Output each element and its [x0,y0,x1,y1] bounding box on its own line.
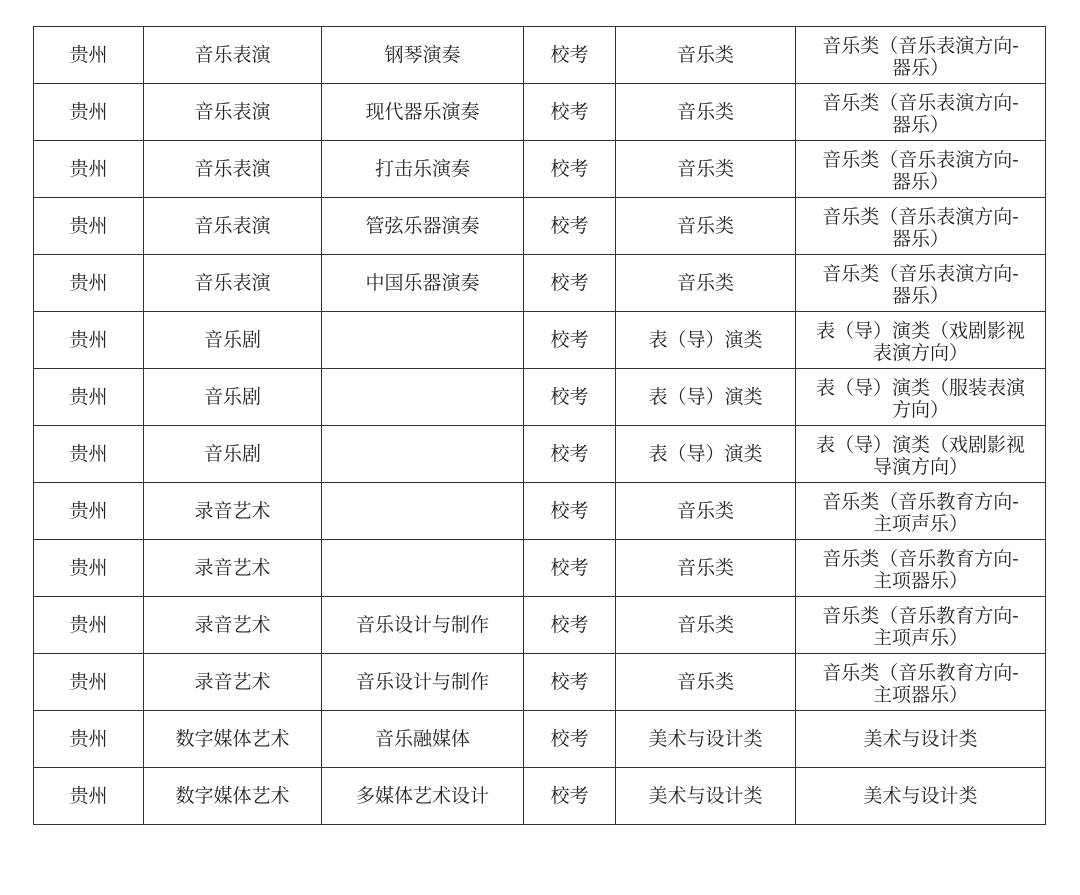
cell-text-line: 音乐类（音乐表演方向- [822,34,1019,57]
cell-text-line: 表（导）演类（服装表演 [815,376,1025,399]
exam-type-cell [524,312,616,369]
cell-text: 校考 [550,329,589,351]
cell-text: 美术与设计类 [648,785,763,807]
cell-text: 贵州 [69,386,108,408]
cell-text: 数字媒体艺术 [175,785,290,807]
province-cell [34,198,144,255]
major-cell [144,654,322,711]
exam-type-cell [524,27,616,84]
exam-type-cell [524,711,616,768]
cell-text-line: 音乐类（音乐教育方向- [822,661,1019,684]
cell-text-line: 器乐） [891,227,949,250]
major-cell [144,597,322,654]
cell-text: 贵州 [69,443,108,465]
unified-exam-category-cell [796,312,1046,369]
major-cell [144,198,322,255]
direction-cell [322,483,524,540]
cell-text-line: 器乐） [891,113,949,136]
unified-exam-category-cell [796,141,1046,198]
major-cell [144,312,322,369]
table-row [34,255,1046,312]
unified-exam-category-cell [796,255,1046,312]
cell-text: 管弦乐器演奏 [365,215,480,237]
cell-text: 贵州 [69,728,108,750]
direction-cell [322,369,524,426]
cell-text: 录音艺术 [194,500,271,522]
category-cell [616,654,796,711]
unified-exam-category-cell [796,654,1046,711]
province-cell [34,540,144,597]
cell-text: 贵州 [69,671,108,693]
cell-text: 音乐表演 [194,272,271,294]
cell-text: 录音艺术 [194,614,271,636]
major-cell [144,768,322,825]
cell-text-line: 音乐类（音乐表演方向- [822,205,1019,228]
cell-text: 美术与设计类 [648,728,763,750]
cell-text-line: 器乐） [891,284,949,307]
cell-text: 钢琴演奏 [384,44,461,66]
unified-exam-category-cell [796,597,1046,654]
province-cell [34,426,144,483]
cell-text: 校考 [550,272,589,294]
unified-exam-category-cell [796,369,1046,426]
cell-text: 校考 [550,101,589,123]
exam-type-cell [524,597,616,654]
exam-type-cell [524,198,616,255]
cell-text: 音乐类 [676,44,734,66]
cell-text: 贵州 [69,215,108,237]
cell-text: 音乐剧 [203,329,261,351]
cell-text: 校考 [550,158,589,180]
cell-text: 贵州 [69,101,108,123]
major-cell [144,711,322,768]
direction-cell [322,654,524,711]
unified-exam-category-cell [796,27,1046,84]
exam-type-cell [524,540,616,597]
unified-exam-category-cell [796,540,1046,597]
cell-text-line: 音乐类（音乐教育方向- [822,604,1019,627]
province-cell [34,597,144,654]
province-cell [34,768,144,825]
exam-type-cell [524,768,616,825]
category-cell [616,711,796,768]
major-cell [144,369,322,426]
cell-text: 音乐表演 [194,44,271,66]
table-row [34,540,1046,597]
major-cell [144,27,322,84]
cell-text: 音乐表演 [194,158,271,180]
direction-cell [322,141,524,198]
table-row [34,84,1046,141]
unified-exam-category-cell [796,198,1046,255]
cell-text: 打击乐演奏 [374,158,470,180]
table-row [34,654,1046,711]
cell-text-line: 表（导）演类（戏剧影视 [815,433,1025,456]
cell-text: 贵州 [69,614,108,636]
unified-exam-category-cell [796,426,1046,483]
cell-text: 音乐类 [676,101,734,123]
cell-text: 校考 [550,386,589,408]
table-row [34,711,1046,768]
cell-text: 音乐类 [676,272,734,294]
cell-text-line: 表演方向） [872,341,968,364]
province-cell [34,369,144,426]
cell-text: 音乐类 [676,557,734,579]
direction-cell [322,255,524,312]
category-cell [616,27,796,84]
admissions-table [33,26,1046,825]
exam-type-cell [524,654,616,711]
cell-text: 表（导）演类 [648,386,763,408]
table-row [34,198,1046,255]
cell-text-line: 音乐类（音乐表演方向- [822,262,1019,285]
cell-text: 音乐类 [676,158,734,180]
cell-text-line: 导演方向） [872,455,968,478]
province-cell [34,27,144,84]
cell-text: 音乐表演 [194,215,271,237]
cell-text: 贵州 [69,158,108,180]
table-row [34,483,1046,540]
province-cell [34,141,144,198]
cell-text: 录音艺术 [194,671,271,693]
cell-text-line: 主项声乐） [872,626,968,649]
cell-text: 校考 [550,785,589,807]
cell-text: 校考 [550,557,589,579]
exam-type-cell [524,369,616,426]
unified-exam-category-cell [796,483,1046,540]
cell-text: 贵州 [69,329,108,351]
province-cell [34,654,144,711]
cell-text: 贵州 [69,500,108,522]
cell-text: 中国乐器演奏 [365,272,480,294]
cell-text-line: 音乐类（音乐表演方向- [822,148,1019,171]
category-cell [616,483,796,540]
exam-type-cell [524,141,616,198]
exam-type-cell [524,84,616,141]
cell-text: 贵州 [69,272,108,294]
table-row [34,426,1046,483]
cell-text: 贵州 [69,557,108,579]
cell-text: 音乐设计与制作 [355,671,489,693]
major-cell [144,84,322,141]
cell-text: 音乐类 [676,500,734,522]
province-cell [34,312,144,369]
category-cell [616,597,796,654]
cell-text: 数字媒体艺术 [175,728,290,750]
cell-text-line: 音乐类（音乐教育方向- [822,490,1019,513]
direction-cell [322,711,524,768]
exam-type-cell [524,426,616,483]
province-cell [34,483,144,540]
cell-text: 多媒体艺术设计 [355,785,489,807]
cell-text-line: 音乐类（音乐教育方向- [822,547,1019,570]
category-cell [616,84,796,141]
cell-text-line: 美术与设计类 [863,728,978,750]
cell-text: 音乐融媒体 [374,728,470,750]
direction-cell [322,27,524,84]
cell-text-line: 主项器乐） [872,683,968,706]
cell-text-line: 方向） [891,398,949,421]
table-row [34,312,1046,369]
table-row [34,141,1046,198]
cell-text: 贵州 [69,44,108,66]
exam-type-cell [524,255,616,312]
cell-text-line: 美术与设计类 [863,785,978,807]
cell-text: 校考 [550,44,589,66]
direction-cell [322,198,524,255]
table-body [34,27,1046,825]
major-cell [144,141,322,198]
unified-exam-category-cell [796,768,1046,825]
cell-text-line: 器乐） [891,56,949,79]
cell-text: 音乐剧 [203,386,261,408]
province-cell [34,84,144,141]
table-row [34,369,1046,426]
cell-text: 校考 [550,215,589,237]
category-cell [616,369,796,426]
cell-text: 音乐类 [676,671,734,693]
cell-text: 音乐剧 [203,443,261,465]
cell-text: 录音艺术 [194,557,271,579]
cell-text: 表（导）演类 [648,443,763,465]
unified-exam-category-cell [796,84,1046,141]
cell-text: 音乐类 [676,614,734,636]
direction-cell [322,426,524,483]
cell-text-line: 表（导）演类（戏剧影视 [815,319,1025,342]
category-cell [616,255,796,312]
cell-text-line: 主项声乐） [872,512,968,535]
cell-text: 校考 [550,443,589,465]
major-cell [144,255,322,312]
cell-text: 校考 [550,500,589,522]
category-cell [616,312,796,369]
province-cell [34,255,144,312]
category-cell [616,426,796,483]
category-cell [616,198,796,255]
cell-text: 音乐设计与制作 [355,614,489,636]
cell-text-line: 器乐） [891,170,949,193]
exam-type-cell [524,483,616,540]
table-row [34,768,1046,825]
cell-text-line: 音乐类（音乐表演方向- [822,91,1019,114]
table-row [34,27,1046,84]
province-cell [34,711,144,768]
major-cell [144,540,322,597]
direction-cell [322,312,524,369]
direction-cell [322,768,524,825]
direction-cell [322,84,524,141]
cell-text: 音乐表演 [194,101,271,123]
cell-text: 校考 [550,728,589,750]
category-cell [616,768,796,825]
major-cell [144,426,322,483]
cell-text-line: 主项器乐） [872,569,968,592]
admissions-table-container [33,26,1046,825]
category-cell [616,141,796,198]
cell-text: 表（导）演类 [648,329,763,351]
cell-text: 音乐类 [676,215,734,237]
unified-exam-category-cell [796,711,1046,768]
cell-text: 贵州 [69,785,108,807]
direction-cell [322,597,524,654]
category-cell [616,540,796,597]
direction-cell [322,540,524,597]
cell-text: 校考 [550,614,589,636]
major-cell [144,483,322,540]
cell-text: 现代器乐演奏 [365,101,480,123]
table-row [34,597,1046,654]
cell-text: 校考 [550,671,589,693]
